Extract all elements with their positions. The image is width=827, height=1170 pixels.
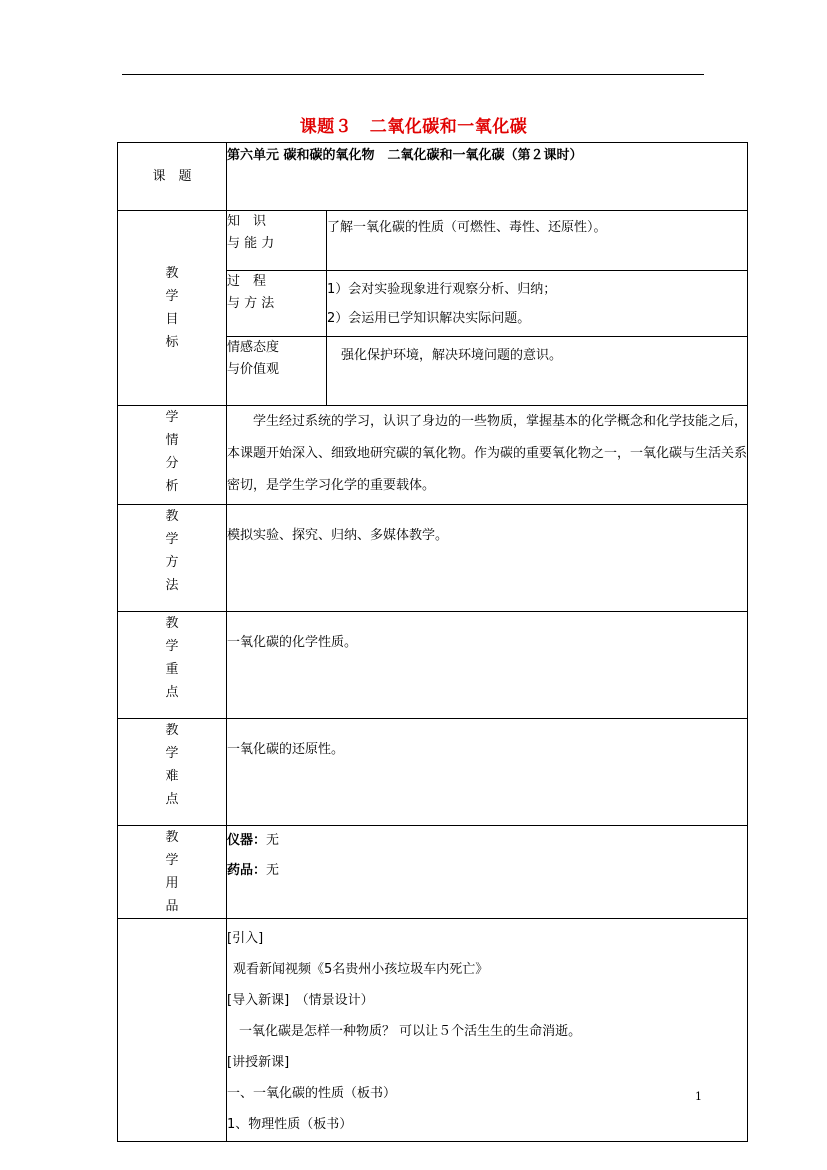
- header-rule: [122, 74, 704, 75]
- process-content-row: [118, 919, 748, 1142]
- topic-label-cell: [118, 143, 227, 211]
- method-label: 教 学 方 法: [118, 505, 227, 612]
- process-line: [引入]: [227, 931, 264, 946]
- process-line: 一、一氧化碳的性质（板书）: [227, 1086, 397, 1101]
- document-title: 课题３ 二氧化碳和一氧化碳: [299, 117, 528, 137]
- situation-label: 学 情 分 析: [118, 406, 227, 505]
- process-line: [讲授新课]: [227, 1055, 290, 1070]
- attitude-label: 情感态度 与价值观: [227, 337, 327, 406]
- tools-value: [227, 826, 748, 919]
- goals-label: 教 学 目 标: [118, 211, 227, 406]
- tools-label: 教 学 用 品: [118, 826, 227, 919]
- topic-row: [118, 143, 748, 211]
- tools-row: [118, 826, 748, 919]
- lesson-plan-table: [117, 142, 748, 1142]
- key-point-label: 教 学 重 点: [118, 612, 227, 719]
- instruments-label: 仪器：: [227, 833, 267, 848]
- attitude-value: 强化保护环境，解决环境问题的意识。: [327, 337, 748, 406]
- key-point-value: 一氧化碳的化学性质。: [227, 612, 748, 719]
- process-line: 观看新闻视频《5名贵州小孩垃圾车内死亡》: [233, 962, 489, 977]
- topic-value: 第六单元 碳和碳的氧化物 二氧化碳和一氧化碳（第２课时）: [227, 143, 748, 211]
- method-row: [118, 505, 748, 612]
- process-value: 1）会对实验现象进行观察分析、归纳； 2）会运用已学知识解决实际问题。: [327, 271, 748, 337]
- process-line: [导入新课] （情景设计）: [227, 993, 374, 1008]
- drugs-label: 药品：: [227, 863, 267, 878]
- key-point-row: [118, 612, 748, 719]
- situation-value: 学生经过系统的学习，认识了身边的一些物质，掌握基本的化学概念和化学技能之后，本课题开始深入、细致地研究碳的氧化物。作为碳的重要氧化物之一，一氧化碳与生活关系密切，是学生学习化学的重要载体。: [227, 406, 748, 505]
- difficulty-label: 教 学 难 点: [118, 719, 227, 826]
- process-line: 1、物理性质（板书）: [227, 1117, 353, 1132]
- process-content: [227, 919, 748, 1142]
- process-label: 过 程 与 方 法: [227, 271, 327, 337]
- difficulty-value: 一氧化碳的还原性。: [227, 719, 748, 826]
- page-number: 1: [695, 1090, 702, 1103]
- drugs-value: 无: [266, 863, 280, 878]
- goal-knowledge-row: [118, 211, 748, 271]
- difficulty-row: [118, 719, 748, 826]
- knowledge-value: 了解一氧化碳的性质（可燃性、毒性、还原性）。: [327, 211, 748, 271]
- instruments-value: 无: [266, 833, 280, 848]
- situation-row: [118, 406, 748, 505]
- method-value: 模拟实验、探究、归纳、多媒体教学。: [227, 505, 748, 612]
- process-line: 一氧化碳是怎样一种物质？ 可以让５个活生生的生命消逝。: [239, 1024, 582, 1039]
- knowledge-label: 知 识 与 能 力: [227, 211, 327, 271]
- process-content-label: [118, 919, 227, 1142]
- topic-label: 课 题: [152, 169, 192, 184]
